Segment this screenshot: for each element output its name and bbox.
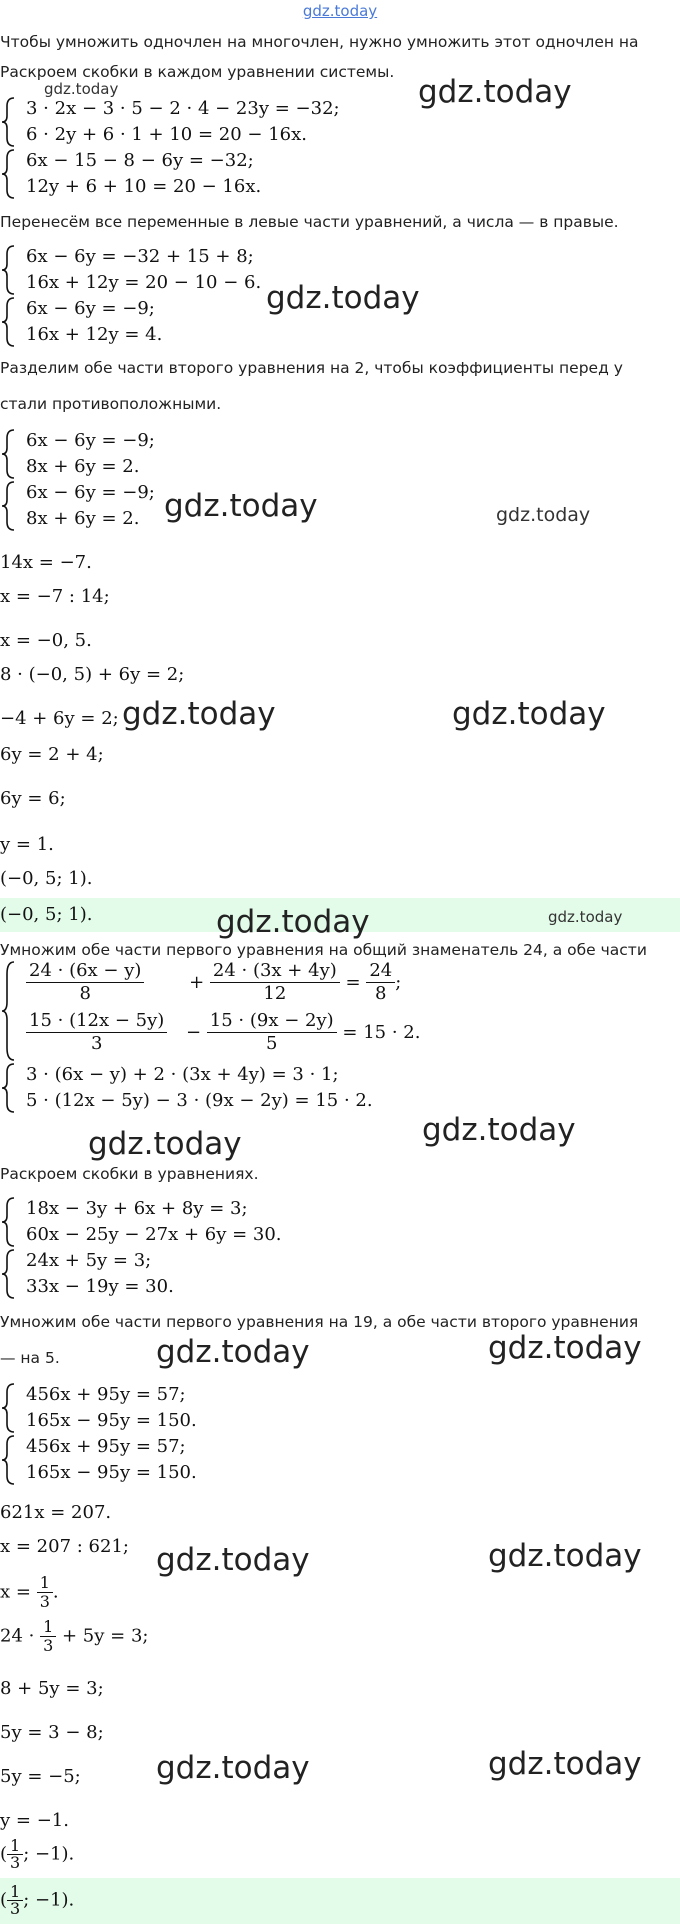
- watermark: gdz.today: [418, 74, 572, 110]
- watermark: gdz.today: [122, 696, 276, 732]
- fraction: $\frac{24 \cdot (6x - y)}{8}$: [26, 960, 144, 1005]
- equation: 6x − 15 − 8 − 6y = −32;: [26, 150, 254, 171]
- watermark: gdz.today: [44, 80, 119, 98]
- paragraph-2: Перенесём все переменные в левые части уравнений, а числа — в правые.: [0, 213, 619, 231]
- equation: 456x + 95y = 57;: [26, 1384, 186, 1405]
- paragraph-3-line-2: стали противоположными.: [0, 395, 222, 413]
- fraction: $\frac{24 \cdot (3x + 4y)}{12}$: [210, 960, 340, 1005]
- equation: 24x + 5y = 3;: [26, 1250, 152, 1271]
- equation: 16x + 12y = 20 − 10 − 6.: [26, 272, 262, 293]
- step: (−0, 5; 1).: [0, 868, 93, 889]
- equation: 8x + 6y = 2.: [26, 508, 140, 529]
- step: 24 · $\frac{1}{3}$ + 5y = 3;: [0, 1617, 149, 1655]
- paragraph-5: Раскроем скобки в уравнениях.: [0, 1165, 259, 1183]
- step: x = $\frac{1}{3}$ .: [0, 1573, 59, 1611]
- step: x = −7 : 14;: [0, 586, 110, 607]
- watermark: gdz.today: [156, 1750, 310, 1786]
- equation: 6x − 6y = −9;: [26, 298, 155, 319]
- step: 5y = 3 − 8;: [0, 1722, 104, 1743]
- paragraph-4: Умножим обе части первого уравнения на общий знаменатель 24, а обе части: [0, 941, 647, 959]
- equation: 8x + 6y = 2.: [26, 456, 140, 477]
- equation: 165x − 95y = 150.: [26, 1462, 197, 1483]
- step: x = −0, 5.: [0, 630, 92, 651]
- fraction: $\frac{1}{3}$: [40, 1618, 56, 1655]
- fraction: $\frac{1}{3}$: [7, 1884, 23, 1917]
- step: 8 · (−0, 5) + 6y = 2;: [0, 664, 185, 685]
- watermark: gdz.today: [156, 1542, 310, 1578]
- equation: 18x − 3y + 6x + 8y = 3;: [26, 1198, 248, 1219]
- watermark: gdz.today: [266, 280, 420, 316]
- brace-icon: [0, 960, 18, 1062]
- watermark: gdz.today: [488, 1330, 642, 1366]
- equation: 33x − 19y = 30.: [26, 1276, 174, 1297]
- equation: 3 · (6x − y) + 2 · (3x + 4y) = 3 · 1;: [26, 1064, 339, 1085]
- step: 8 + 5y = 3;: [0, 1678, 104, 1699]
- watermark: gdz.today: [496, 504, 591, 526]
- watermark: gdz.today: [216, 904, 370, 940]
- answer-2: ( $\frac{1}{3}$ ; −1).: [0, 1882, 75, 1918]
- fraction: $\frac{1}{3}$: [37, 1574, 53, 1611]
- paragraph-3-line-1: Разделим обе части второго уравнения на 2, чтобы коэффициенты перед y: [0, 359, 623, 377]
- equation: 60x − 25y − 27x + 6y = 30.: [26, 1224, 282, 1245]
- intro-line-2: Раскроем скобки в каждом уравнении системы.: [0, 63, 395, 81]
- equation: 6x − 6y = −9;: [26, 430, 155, 451]
- equation: 12y + 6 + 10 = 20 − 16x.: [26, 176, 262, 197]
- fraction: $\frac{15 \cdot (9x - 2y)}{5}$: [207, 1010, 337, 1055]
- step: 6y = 6;: [0, 788, 66, 809]
- step: −4 + 6y = 2;: [0, 708, 119, 729]
- step: 621x = 207.: [0, 1502, 112, 1523]
- equation-end: = 15 · 2.: [342, 1022, 421, 1043]
- step: ( $\frac{1}{3}$ ; −1).: [0, 1836, 75, 1872]
- fraction: $\frac{24}{8}$: [366, 960, 395, 1005]
- brace-icon: [0, 1196, 18, 1300]
- step: 14x = −7.: [0, 552, 92, 573]
- watermark: gdz.today: [156, 1334, 310, 1370]
- equation: 165x − 95y = 150.: [26, 1410, 197, 1431]
- answer-1: (−0, 5; 1).: [0, 904, 93, 925]
- brace-icon: [0, 428, 18, 532]
- watermark: gdz.today: [548, 908, 623, 926]
- step: 6y = 2 + 4;: [0, 744, 104, 765]
- equation: 6x − 6y = −32 + 15 + 8;: [26, 246, 254, 267]
- watermark: gdz.today: [452, 696, 606, 732]
- equation: 16x + 12y = 4.: [26, 324, 163, 345]
- equation: 456x + 95y = 57;: [26, 1436, 186, 1457]
- brace-icon: [0, 1062, 18, 1114]
- brace-icon: [0, 244, 18, 348]
- equation: 3 · 2x − 3 · 5 − 2 · 4 − 23y = −32;: [26, 98, 340, 119]
- top-brand-link[interactable]: gdz.today: [302, 2, 378, 20]
- step: x = 207 : 621;: [0, 1536, 129, 1557]
- watermark: gdz.today: [88, 1126, 242, 1162]
- watermark: gdz.today: [422, 1112, 576, 1148]
- fraction-system: [0, 960, 680, 1062]
- watermark: gdz.today: [164, 488, 318, 524]
- equals-sign: =: [345, 972, 361, 993]
- answer-highlight: [0, 1878, 680, 1924]
- plus-sign: +: [189, 972, 205, 993]
- paragraph-6-line-2: — на 5.: [0, 1349, 60, 1367]
- step: 5y = −5;: [0, 1766, 81, 1787]
- intro-line-1: Чтобы умножить одночлен на многочлен, нужно умножить этот одночлен на: [0, 33, 639, 51]
- fraction: $\frac{15 \cdot (12x - 5y)}{3}$: [26, 1010, 167, 1055]
- fraction: $\frac{1}{3}$: [7, 1838, 23, 1871]
- paragraph-6-line-1: Умножим обе части первого уравнения на 19, а обе части второго уравнения: [0, 1313, 639, 1331]
- watermark: gdz.today: [488, 1746, 642, 1782]
- step: y = −1.: [0, 1810, 69, 1831]
- brace-icon: [0, 1382, 18, 1486]
- equation: 6x − 6y = −9;: [26, 482, 155, 503]
- equation: 6 · 2y + 6 · 1 + 10 = 20 − 16x.: [26, 124, 307, 145]
- minus-sign: −: [185, 1022, 202, 1043]
- semicolon: ;: [395, 972, 402, 993]
- step: y = 1.: [0, 834, 54, 855]
- brace-icon: [0, 96, 18, 200]
- watermark: gdz.today: [488, 1538, 642, 1574]
- equation: 5 · (12x − 5y) − 3 · (9x − 2y) = 15 · 2.: [26, 1090, 373, 1111]
